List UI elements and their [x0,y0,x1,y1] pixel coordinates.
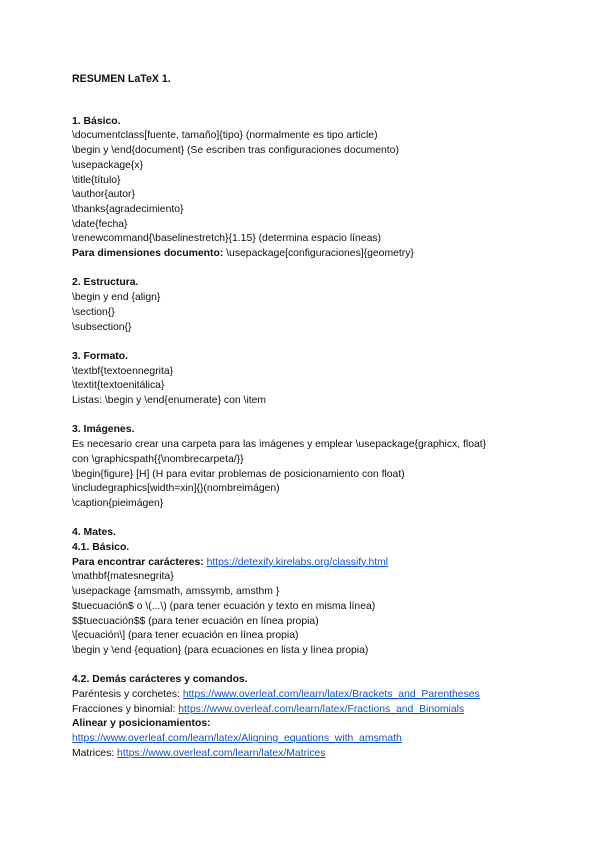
text-line: \date{fecha} [72,218,128,230]
fractions-line [72,703,542,718]
text-line: Es necesario crear una carpeta para las imágenes y emplear \usepackage{graphicx, float} [72,439,487,451]
matrices-label: Matrices: [72,747,118,759]
section-formato [72,350,542,409]
section-heading: 4. Mates. [72,527,116,539]
section-heading: 3. Formato. [72,350,129,362]
dimensions-line [72,247,542,262]
matrices-line [72,747,542,762]
text-line: \title{título} [72,174,121,186]
text-line: $tuecuación$ o \(...\) (para tener ecuación y texto en misma línea) [72,600,376,612]
text-line: Listas: \begin y \end{enumerate} con \item [72,395,267,407]
dimensions-text: \usepackage[configuraciones]{geometry} [223,248,414,260]
aligning-link[interactable]: https://www.overleaf.com/learn/latex/Aligning_equations_with_amsmath [72,733,402,745]
text-line: \begin{figure} [H] (H para evitar problemas de posicionamiento con float) [72,468,405,480]
text-line: \usepackage{x} [72,159,144,171]
section-basico [72,115,542,262]
brackets-link[interactable]: https://www.overleaf.com/learn/latex/Brackets_and_Parentheses [182,689,480,701]
text-line: \documentclass[fuente, tamaño]{tipo} (normalmente es tipo article) [72,130,378,142]
text-line: \[ecuación\] (para tener ecuación en línea propia) [72,630,299,642]
section-heading: 3. Imágenes. [72,424,135,436]
subsection-heading: 4.1. Básico. [72,542,130,554]
section-mates [72,526,542,658]
text-line: \textbf{textoennegrita} [72,365,174,377]
fractions-link[interactable]: https://www.overleaf.com/learn/latex/Fractions_and_Binomials [178,703,465,715]
text-line: \begin y \end {equation} (para ecuaciones en lista y línea propia) [72,644,369,656]
text-line: \includegraphics[width=xin]{}(nombreimágen) [72,483,280,495]
dimensions-label: Para dimensiones documento: [72,248,224,260]
text-line: \begin y \end{document} (Se escriben tras configuraciones documento) [72,145,399,157]
section-estructura [72,276,542,335]
text-line: $$tuecuación$$ (para tener ecuación en línea propia) [72,615,319,627]
detexify-link[interactable]: https://detexify.kirelabs.org/classify.html [206,556,389,568]
text-line: \section{} [72,306,115,318]
text-line: \caption{pieimágen} [72,497,164,509]
section-demas-caracteres [72,673,542,761]
section-heading: 2. Estructura. [72,277,139,289]
fractions-label: Fracciones y binomial: [72,703,179,715]
section-imagenes [72,423,542,511]
text-line: \mathbf{matesnegrita} [72,571,174,583]
align-label: Alinear y posicionamientos: [72,718,211,730]
text-line: \renewcommand{\baselinestretch}{1.15} (determina espacio líneas) [72,233,382,245]
text-line: \textit{textoenitálica} [72,380,165,392]
text-line: \subsection{} [72,321,132,333]
find-characters-line [72,556,542,571]
section-heading: 1. Básico. [72,115,121,127]
text-line: \begin y end {align} [72,292,161,304]
align-line [72,732,542,747]
find-characters-label: Para encontrar carácteres: [72,556,204,568]
document-body [72,72,542,776]
text-line: \thanks{agradecimiento} [72,203,184,215]
parentheses-label: Paréntesis y corchetes: [72,689,183,701]
subsection-heading: 4.2. Demás carácteres y comandos. [72,674,248,686]
text-line: \author{autor} [72,189,135,201]
parentheses-line [72,688,542,703]
matrices-link[interactable]: https://www.overleaf.com/learn/latex/Matrices [117,747,326,759]
document-title: RESUMEN LaTeX 1. [72,73,171,85]
text-line: con \graphicspath{{\nombrecarpeta/}} [72,453,244,465]
text-line: \usepackage {amsmath, amssymb, amsthm } [72,586,280,598]
